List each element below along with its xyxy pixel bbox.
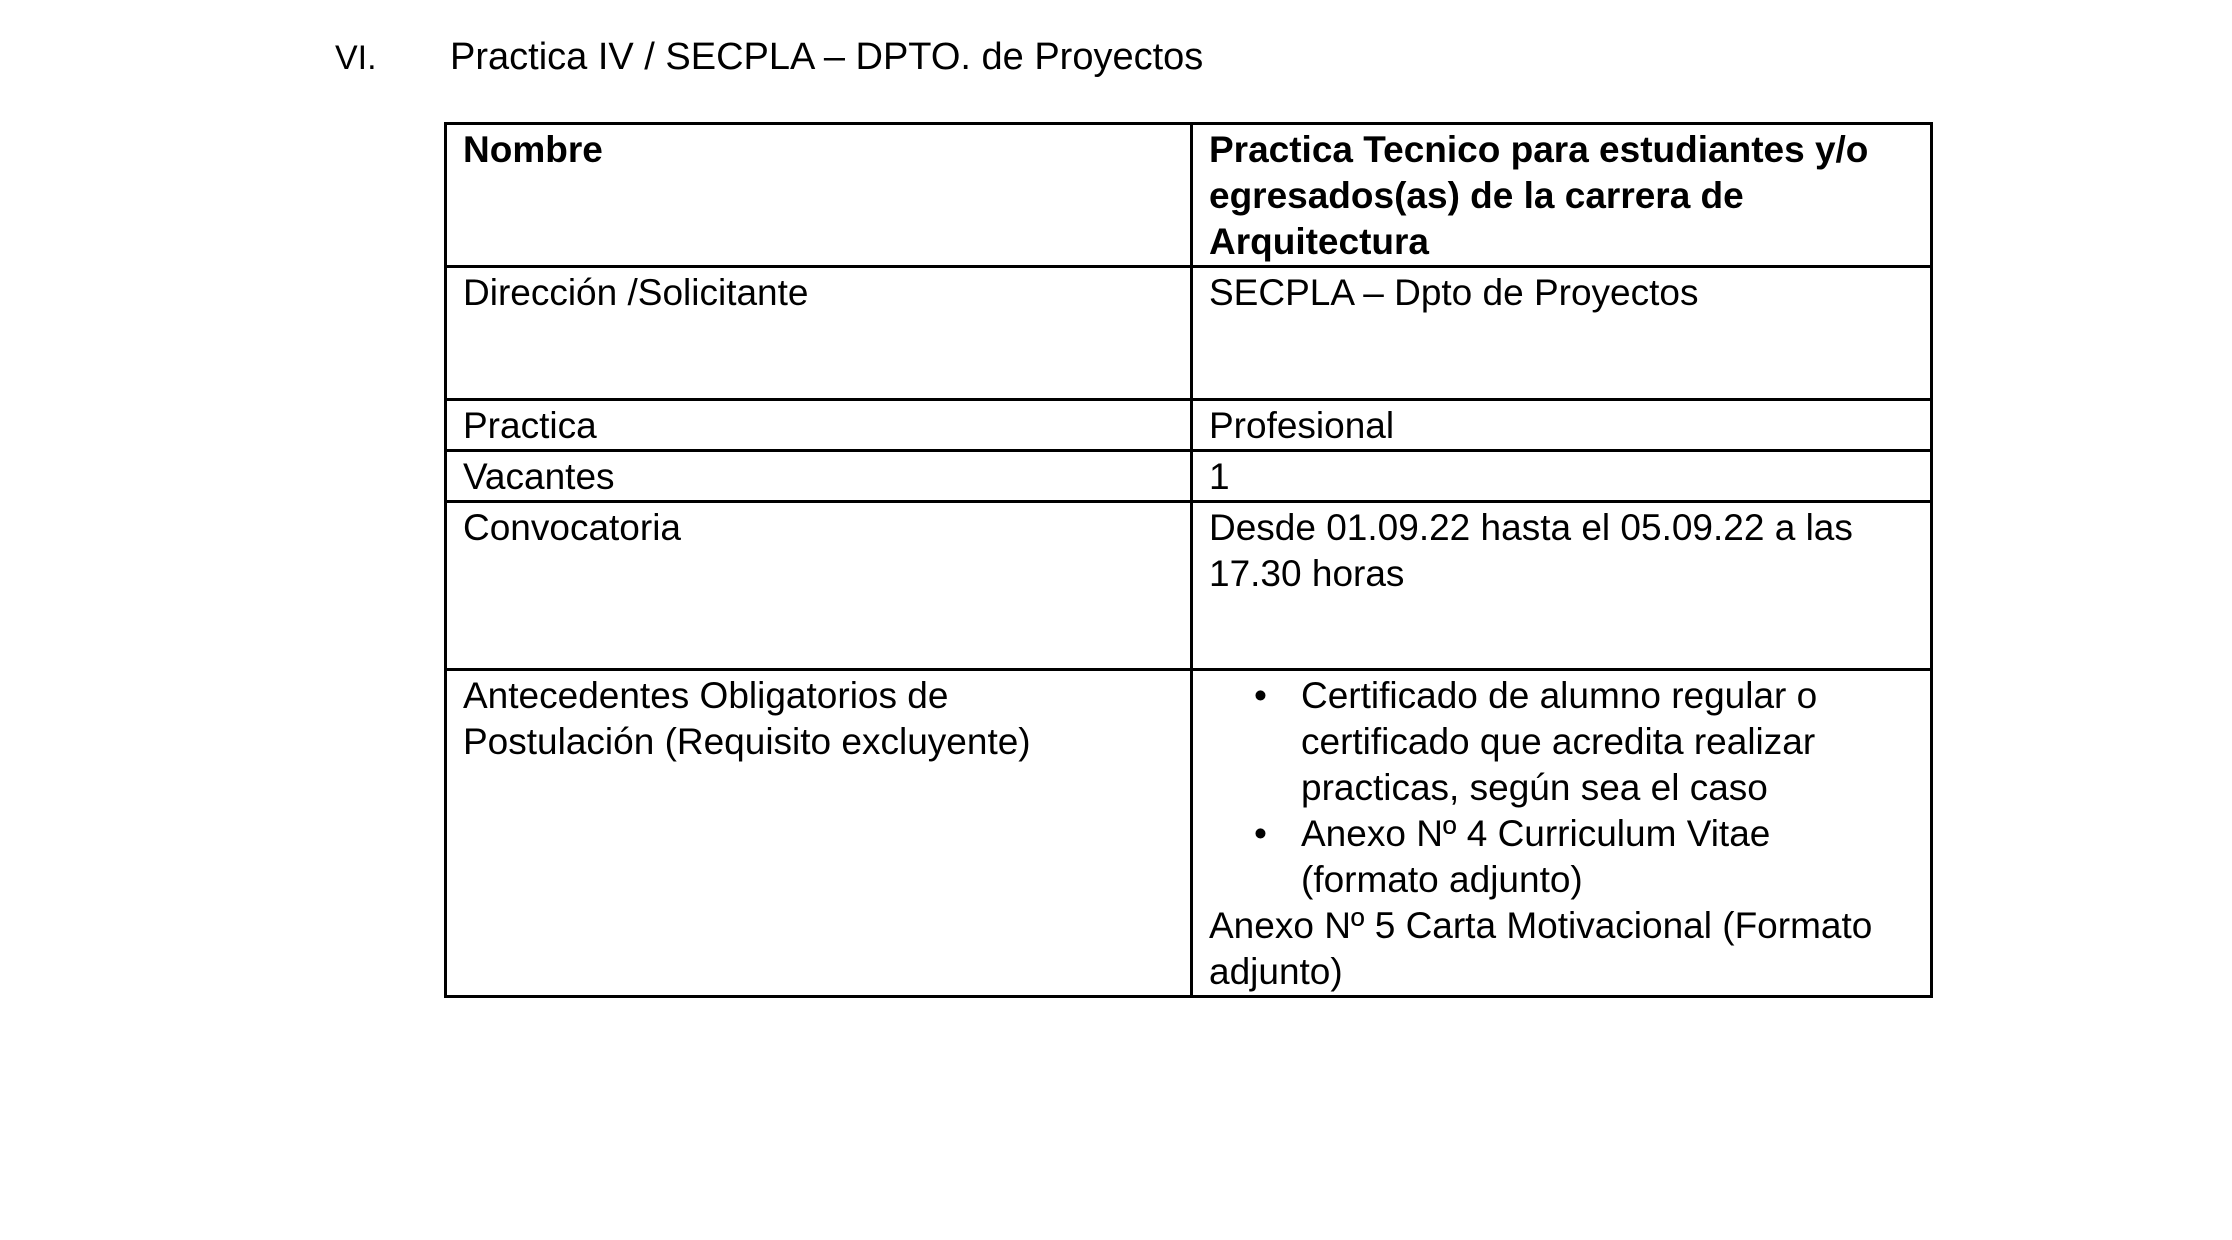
- bullet-item-text: Anexo Nº 4 Curriculum Vitae (formato adjunto): [1301, 813, 1771, 900]
- after-bullets-text: Anexo Nº 5 Carta Motivacional (Formato adjunto): [1209, 905, 1873, 992]
- cell-label-direccion: [446, 267, 1192, 400]
- table-row-antecedentes: [446, 670, 1932, 997]
- section-title: Practica IV / SECPLA – DPTO. de Proyectos: [450, 36, 1204, 78]
- bullet-icon: •: [1254, 675, 1267, 716]
- label-convocatoria: Convocatoria: [463, 507, 682, 548]
- label-vacantes: Vacantes: [463, 456, 615, 497]
- value-direccion: SECPLA – Dpto de Proyectos: [1209, 272, 1699, 313]
- cell-label-antecedentes: [446, 670, 1192, 997]
- cell-value-practica: [1192, 400, 1932, 451]
- section-heading: [335, 34, 1203, 81]
- value-convocatoria: Desde 01.09.22 hasta el 05.09.22 a las 17.30 horas: [1209, 507, 1853, 594]
- table-row-nombre: [446, 124, 1932, 267]
- table-row-direccion: [446, 267, 1932, 400]
- cell-label-vacantes: [446, 451, 1192, 502]
- cell-value-convocatoria: [1192, 502, 1932, 670]
- section-number: VI.: [335, 39, 377, 77]
- table-row-practica: [446, 400, 1932, 451]
- value-nombre: Practica Tecnico para estudiantes y/o egresados(as) de la carrera de Arquitectura: [1209, 129, 1869, 262]
- value-practica: Profesional: [1209, 405, 1395, 446]
- requirements-bullet-list: [1209, 673, 1914, 903]
- cell-value-nombre: [1192, 124, 1932, 267]
- label-nombre: Nombre: [463, 129, 603, 170]
- label-antecedentes: Antecedentes Obligatorios de Postulación (Requisito excluyente): [463, 675, 1031, 762]
- value-vacantes: 1: [1209, 456, 1230, 497]
- practice-offer-table: [444, 122, 1933, 998]
- cell-value-vacantes: [1192, 451, 1932, 502]
- bullet-icon: •: [1254, 813, 1267, 854]
- table-row-vacantes: [446, 451, 1932, 502]
- cell-label-convocatoria: [446, 502, 1192, 670]
- table-row-convocatoria: [446, 502, 1932, 670]
- label-practica: Practica: [463, 405, 597, 446]
- list-item: [1209, 673, 1914, 811]
- bullet-item-text: Certificado de alumno regular o certificado que acredita realizar practicas, según sea el caso: [1301, 675, 1818, 808]
- cell-label-practica: [446, 400, 1192, 451]
- cell-label-nombre: [446, 124, 1192, 267]
- cell-value-antecedentes: [1192, 670, 1932, 997]
- label-direccion: Dirección /Solicitante: [463, 272, 809, 313]
- list-item: [1209, 811, 1914, 903]
- cell-value-direccion: [1192, 267, 1932, 400]
